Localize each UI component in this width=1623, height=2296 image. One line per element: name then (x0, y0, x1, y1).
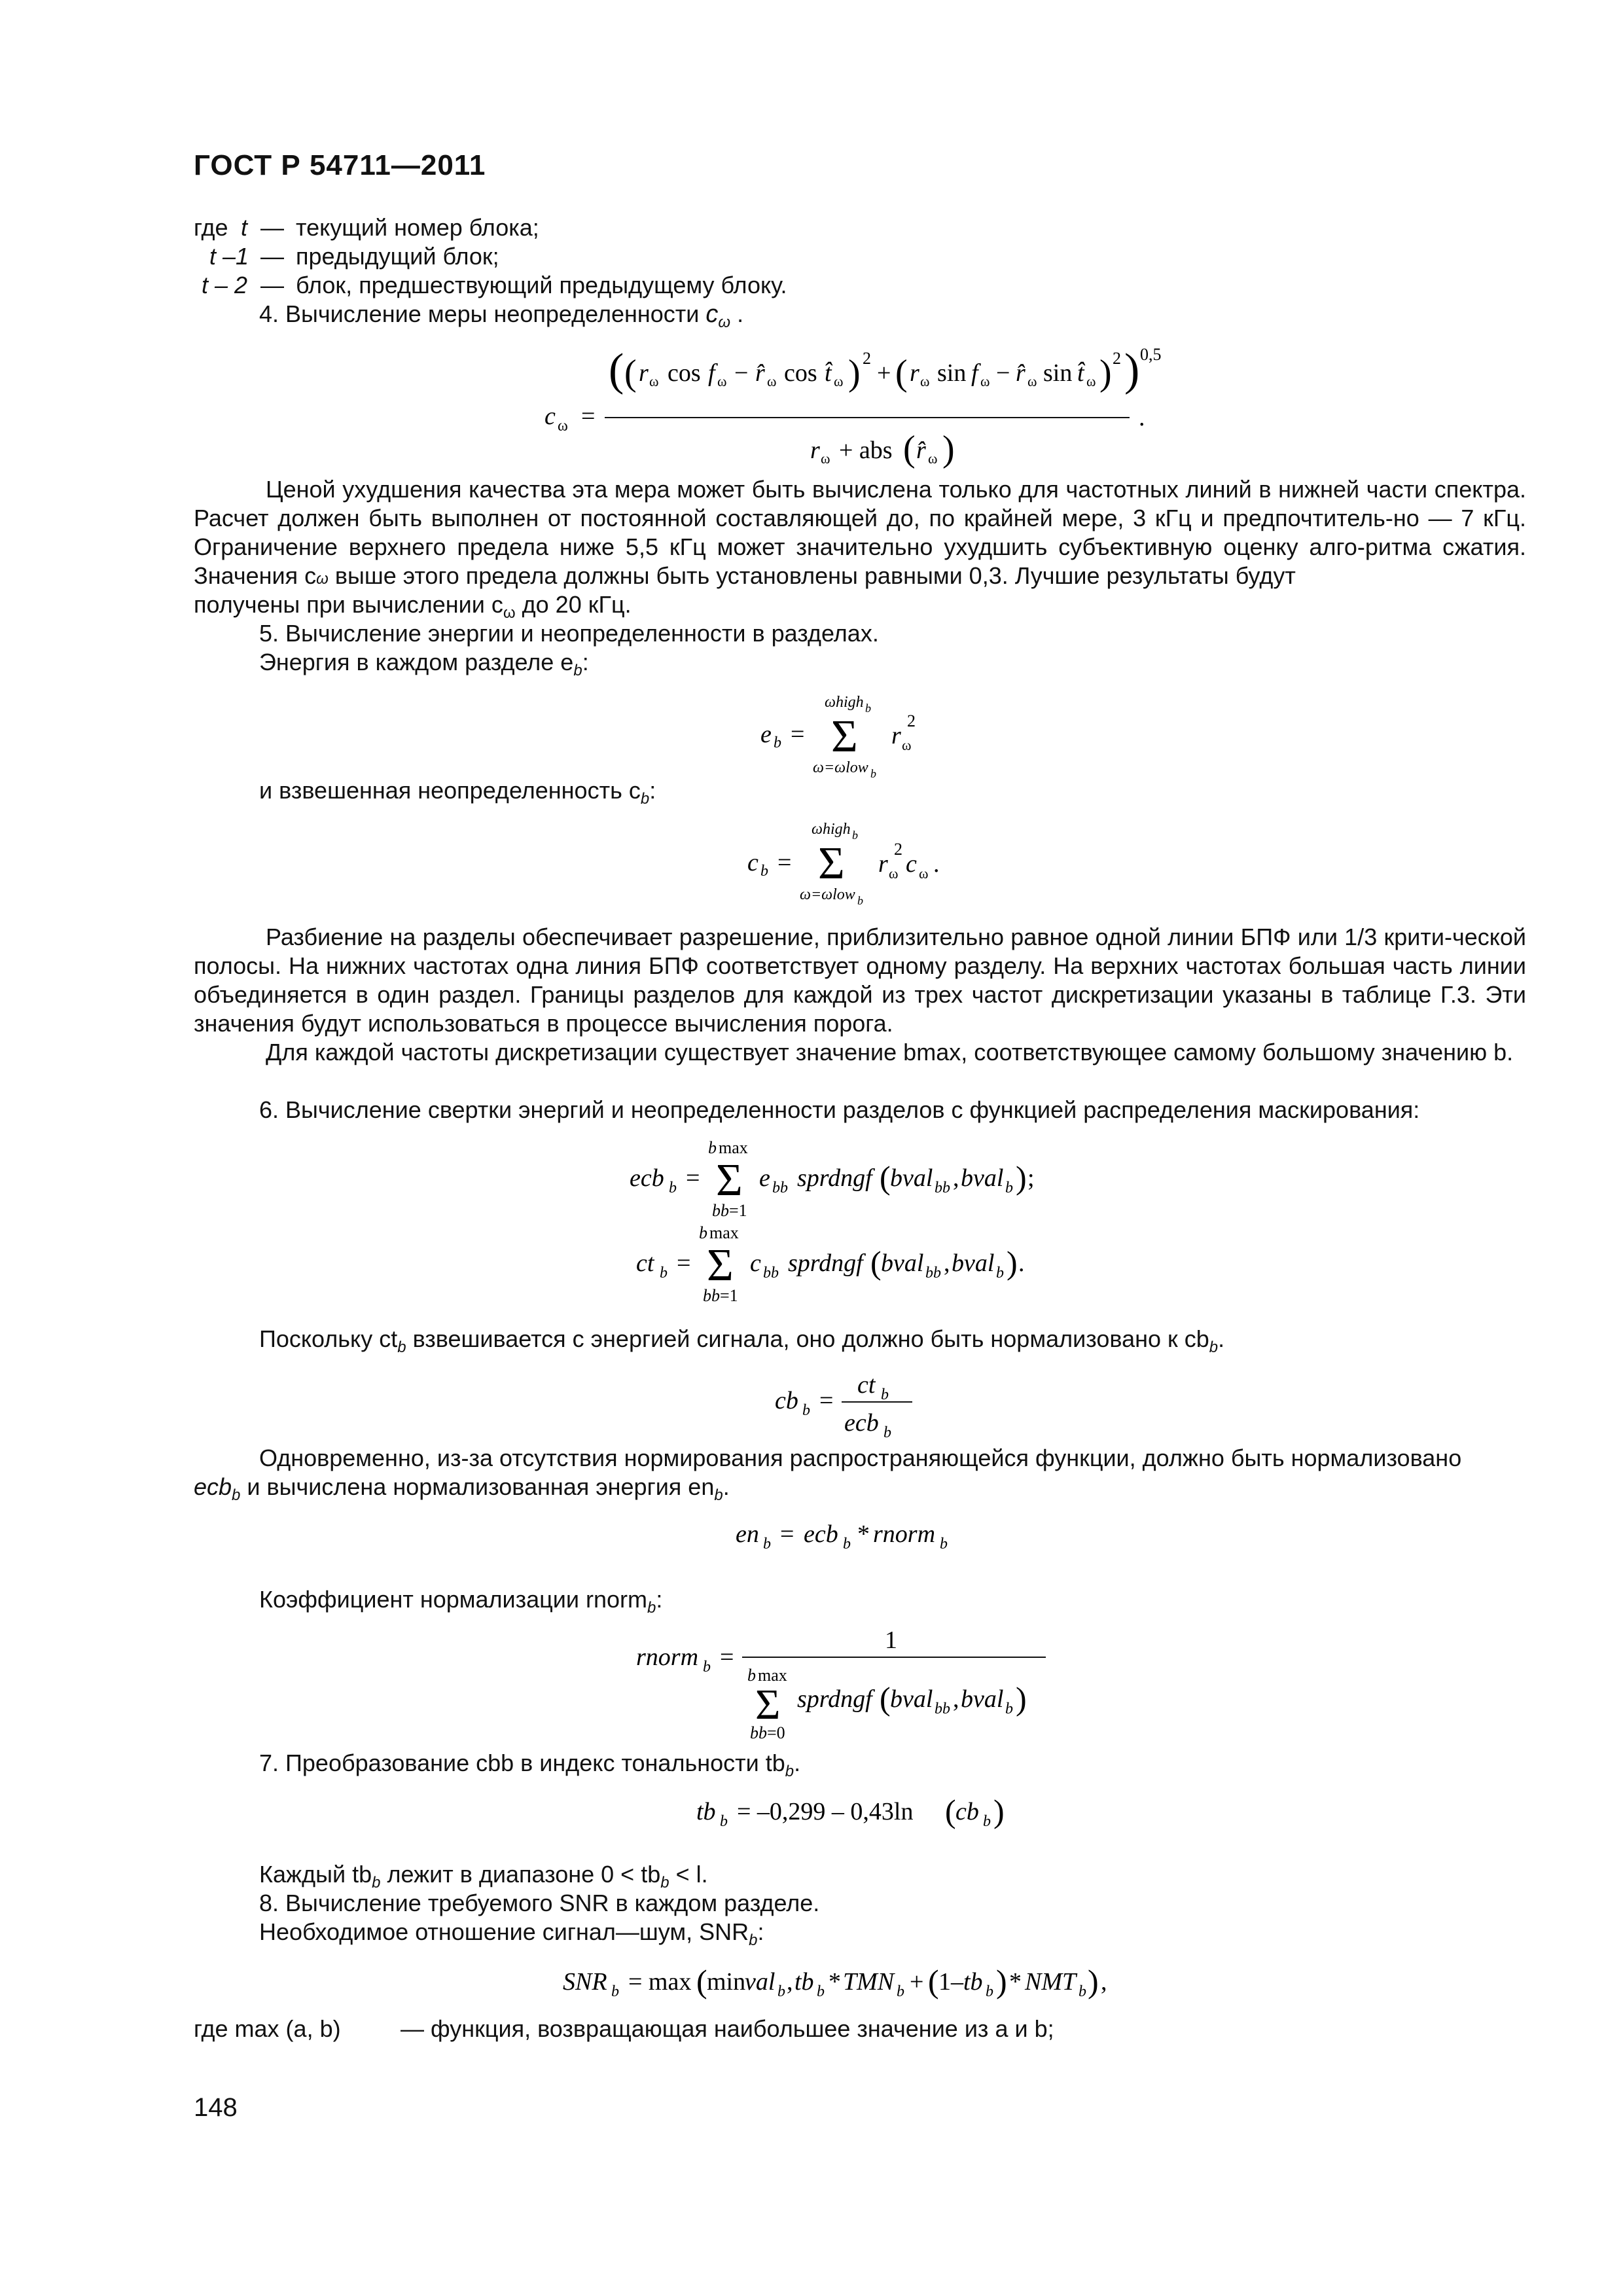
formula-tb-b (694, 1787, 1034, 1839)
svg-text:bb: bb (703, 1286, 720, 1305)
svg-text:b: b (817, 1983, 825, 2000)
svg-text:c: c (747, 849, 758, 876)
svg-text:b: b (857, 894, 863, 907)
svg-text:b: b (986, 1983, 993, 2000)
standard-header: ГОСТ Р 54711—2011 (194, 149, 486, 181)
svg-text:*: * (857, 1520, 870, 1548)
svg-text:rnorm: rnorm (873, 1520, 936, 1548)
svg-text:.: . (933, 850, 940, 878)
svg-text:Σ: Σ (716, 1155, 743, 1206)
svg-text:b: b (865, 702, 871, 715)
svg-text:): ) (996, 1963, 1007, 2000)
snr-intro: Необходимое отношение сигнал—шум, $SNR_b$: (259, 1918, 764, 1949)
svg-text:e: e (759, 1164, 770, 1192)
paragraph-1-end: получены при вычислении $c_\omega$ до 20 кГц. (194, 591, 632, 622)
svg-text:r̂: r̂ (755, 359, 765, 387)
svg-text:min: min (707, 1968, 746, 1996)
svg-text:,: , (944, 1249, 950, 1277)
svg-text:bval: bval (961, 1685, 1004, 1713)
svg-text:bval: bval (890, 1164, 933, 1192)
svg-text:(: ( (609, 345, 624, 395)
svg-text:b: b (940, 1535, 948, 1552)
paragraph-2: Разбиение на разделы обеспечивает разрешение, приблизительно равное одной линии БПФ или 1/3 крити-ческой полосы. На нижних частотах одна линия БПФ соответствует одному разделу. На верхних частотах большая часть линии объединяется в один раздел. Границы разделов для каждой из трех частот дискретизации указаны в таблице Г.3. Эти значения будут использоваться в процессе вычисления порога. (194, 924, 1526, 1037)
step-5-heading: 5. Вычисление энергии и неопределенности в разделах. (259, 620, 879, 647)
svg-text:=: = (777, 849, 792, 876)
svg-text:(: ( (880, 1159, 891, 1196)
legend-symbol-1: t (241, 214, 248, 241)
page-number: 148 (194, 2093, 238, 2122)
svg-text:ω: ω (980, 373, 990, 389)
formula-ecb-b (628, 1139, 1073, 1224)
legend-dash-3: — (260, 272, 284, 298)
svg-text:+: + (910, 1968, 924, 1996)
svg-text:b: b (881, 1386, 889, 1403)
range-line: Каждый $tb_b$ лежит в диапазоне $0 < tb_b < l$. (259, 1861, 708, 1892)
svg-text:b: b (660, 1265, 668, 1282)
norm-intro: Коэффициент нормализации rnorm$_b$: (259, 1586, 663, 1617)
svg-text:b: b (611, 1983, 619, 2000)
svg-text:bb: bb (750, 1723, 767, 1741)
svg-text:r: r (810, 437, 820, 464)
svg-text:=1: =1 (729, 1201, 747, 1220)
step-4-heading: 4. Вычисление меры неопределенности $c_\omega$ . (259, 300, 744, 331)
legend-dash-2: — (260, 243, 284, 270)
svg-text:*: * (1009, 1968, 1022, 1996)
svg-text:): ) (1016, 1680, 1027, 1717)
weighted-intro: и взвешенная неопределенность $c_b$: (259, 777, 656, 808)
max-definition-term: где max (a, b) (194, 2015, 341, 2042)
svg-text:=0: =0 (767, 1723, 785, 1741)
svg-text:ω=ωlow: ω=ωlow (800, 886, 855, 903)
svg-text:−: − (734, 359, 749, 387)
svg-text:b: b (1005, 1700, 1013, 1717)
step-6-heading: 6. Вычисление свертки энергий и неопределенности разделов с функцией распределения маскирования: (259, 1096, 1420, 1123)
svg-text:b: b (760, 863, 768, 880)
svg-text:c: c (750, 1249, 761, 1277)
svg-text:r: r (639, 359, 649, 387)
legend-text-3: блок, предшествующий предыдущему блоку. (296, 272, 787, 298)
svg-text:bval: bval (961, 1164, 1004, 1192)
svg-text:bb: bb (935, 1179, 950, 1196)
svg-text:,: , (953, 1164, 959, 1192)
paragraph-5-end: ecb$_b$ и вычислена нормализованная энергия $en_b$. (194, 1473, 730, 1504)
svg-text:(: ( (895, 353, 908, 393)
svg-text:sin: sin (937, 359, 967, 387)
svg-text:+ abs: + abs (839, 437, 893, 464)
svg-text:bb: bb (772, 1179, 788, 1196)
paragraph-1: Ценой ухудшения качества эта мера может быть вычислена только для частотных линий в нижней части спектра. Расчет должен быть выполнен от постоянной составляющей до, по крайней мере, 3 кГц и предпочтитель-но — 7 кГц. Ограничение верхнего предела ниже 5,5 кГц может значительно ухудшить субъективную оценку алго-ритма сжатия. Значения cω выше этого предела должны быть установлены равными 0,3. Лучшие результаты будут (194, 476, 1526, 589)
svg-text:b: b (1005, 1179, 1013, 1196)
svg-text:b: b (983, 1813, 991, 1830)
svg-text:max: max (709, 1224, 739, 1242)
svg-text:= –0,299 – 0,43ln: = –0,299 – 0,43ln (737, 1798, 914, 1825)
legend-symbol-3: t – 2 (202, 272, 248, 298)
max-definition-text: — функция, возвращающая наибольшее значение из a и b; (401, 2015, 1054, 2042)
svg-text:,: , (787, 1968, 793, 1996)
svg-text:ct: ct (636, 1249, 654, 1277)
svg-text:cos: cos (784, 359, 817, 387)
legend-symbol-2: t –1 (209, 243, 249, 270)
svg-text:r̂: r̂ (1016, 359, 1026, 387)
svg-text:sprdngf: sprdngf (788, 1249, 863, 1277)
svg-text:(: ( (880, 1680, 891, 1717)
svg-text:=: = (780, 1520, 794, 1548)
svg-text:f: f (708, 359, 715, 387)
svg-text:cb: cb (775, 1387, 798, 1414)
svg-text:c: c (544, 403, 556, 430)
svg-text:max: max (719, 1139, 748, 1157)
svg-text:ω: ω (919, 865, 929, 882)
step-8-heading: 8. Вычисление требуемого SNR в каждом разделе. (259, 1890, 820, 1916)
svg-text:): ) (942, 429, 955, 469)
formula-c-b (740, 818, 988, 910)
svg-text:bval: bval (881, 1249, 924, 1277)
svg-text:): ) (1007, 1244, 1018, 1281)
svg-text:ω: ω (1086, 373, 1096, 389)
svg-text:max: max (758, 1666, 787, 1685)
svg-text:+: + (877, 359, 891, 387)
svg-text:Σ: Σ (755, 1681, 781, 1729)
svg-text:ω: ω (558, 418, 568, 435)
formula-cb-b (772, 1367, 929, 1445)
svg-text:b: b (802, 1402, 810, 1419)
svg-text:b: b (703, 1659, 711, 1676)
svg-text:SNR: SNR (563, 1968, 607, 1996)
svg-text:ecb: ecb (844, 1409, 879, 1437)
svg-text:(: ( (624, 353, 637, 393)
svg-text:b: b (843, 1535, 851, 1552)
formula-rnorm-b (635, 1623, 1067, 1741)
svg-text:b: b (852, 829, 858, 842)
step-7-heading: 7. Преобразование cbb в индекс тональности $tb_b$. (259, 1749, 801, 1780)
svg-text:ct: ct (857, 1371, 876, 1399)
svg-text:Σ: Σ (818, 838, 845, 889)
svg-text:Σ: Σ (831, 711, 858, 762)
svg-text:): ) (1016, 1159, 1027, 1196)
svg-text:r̂: r̂ (916, 437, 926, 464)
svg-text:): ) (1124, 345, 1140, 395)
legend-text-1: текущий номер блока; (296, 214, 539, 241)
svg-text:*: * (829, 1968, 841, 1996)
legend-text-2: предыдущий блок; (296, 243, 499, 270)
svg-text:=: = (819, 1387, 834, 1414)
svg-text:b: b (1079, 1983, 1086, 2000)
svg-text:tb: tb (963, 1968, 983, 1996)
svg-text:c: c (906, 850, 917, 878)
svg-text:en: en (736, 1520, 759, 1548)
formula-ct-b (635, 1224, 1067, 1309)
svg-text:r: r (910, 359, 919, 387)
svg-text:= max: = max (628, 1968, 692, 1996)
svg-text:bb: bb (712, 1201, 729, 1220)
svg-text:bval: bval (952, 1249, 995, 1277)
svg-text:=1: =1 (720, 1286, 738, 1305)
legend-prefix: где (194, 214, 228, 241)
svg-text:,: , (953, 1685, 959, 1713)
svg-text:ω: ω (902, 737, 912, 753)
svg-text:b: b (774, 734, 781, 751)
svg-text:ω: ω (1027, 373, 1037, 389)
svg-text:r: r (878, 850, 888, 878)
svg-text:sprdngf: sprdngf (797, 1164, 872, 1192)
svg-text:2: 2 (894, 840, 902, 859)
svg-text:ωhigh: ωhigh (825, 694, 864, 711)
svg-text:): ) (848, 353, 861, 393)
svg-text:NMT: NMT (1025, 1968, 1077, 1996)
svg-text:1–: 1– (938, 1968, 963, 1996)
svg-text:t̂: t̂ (825, 359, 832, 387)
svg-text:cos: cos (668, 359, 701, 387)
svg-text:b: b (883, 1424, 891, 1441)
svg-text:TMN: TMN (843, 1968, 895, 1996)
svg-text:=: = (581, 403, 596, 430)
svg-text:ω: ω (649, 373, 659, 389)
formula-c-omega (537, 340, 1165, 471)
svg-text:=: = (686, 1164, 700, 1192)
svg-text:sprdngf: sprdngf (797, 1685, 872, 1713)
svg-text:2: 2 (907, 711, 916, 730)
svg-text:b: b (996, 1265, 1004, 1282)
svg-text:b: b (777, 1983, 785, 2000)
svg-text:ecb: ecb (804, 1520, 838, 1548)
svg-text:bb: bb (763, 1265, 779, 1282)
svg-text:rnorm: rnorm (636, 1643, 699, 1671)
energy-intro: Энергия в каждом разделе $e_b$: (259, 649, 589, 679)
formula-e-b (753, 692, 962, 784)
paragraph-5: Одновременно, из-за отсутствия нормирования распространяющейся функции, должно быть нормализовано (259, 1444, 1462, 1471)
paragraph-4: Поскольку $ct_b$ взвешивается с энергией сигнала, оно должно быть нормализовано к $cb_b$. (259, 1325, 1225, 1356)
svg-text:): ) (993, 1793, 1005, 1829)
svg-text:b: b (897, 1983, 904, 2000)
svg-text:e: e (760, 721, 772, 748)
svg-text:b: b (669, 1179, 677, 1196)
svg-text:sin: sin (1043, 359, 1073, 387)
svg-text:;: ; (1027, 1164, 1035, 1192)
svg-text:ω: ω (767, 373, 777, 389)
svg-text:bb: bb (925, 1265, 941, 1282)
svg-text:(: ( (870, 1244, 882, 1281)
svg-text:b: b (708, 1139, 717, 1157)
svg-text:ωhigh: ωhigh (812, 821, 851, 838)
svg-text:tb: tb (696, 1798, 716, 1825)
svg-text:bb: bb (935, 1700, 950, 1717)
svg-text:−: − (996, 359, 1010, 387)
svg-text:=: = (677, 1249, 691, 1277)
legend-dash-1: — (260, 214, 284, 241)
svg-text:(: ( (945, 1793, 956, 1829)
svg-text:(: ( (696, 1963, 707, 2000)
formula-en-b (733, 1511, 969, 1563)
svg-text:): ) (1099, 353, 1112, 393)
svg-text:val: val (745, 1968, 776, 1996)
svg-text:bval: bval (890, 1685, 933, 1713)
svg-text:b: b (747, 1666, 756, 1685)
svg-text:ω: ω (889, 865, 899, 882)
paragraph-3: Для каждой частоты дискретизации существует значение bmax, соответствующее самому большому значению b. (266, 1039, 1514, 1066)
svg-text:,: , (1101, 1968, 1107, 1996)
svg-text:2: 2 (863, 349, 871, 368)
svg-text:(: ( (903, 429, 916, 469)
svg-text:ω=ωlow: ω=ωlow (813, 759, 868, 776)
svg-text:=: = (720, 1643, 734, 1671)
svg-text:ω: ω (928, 450, 938, 467)
svg-text:ω: ω (834, 373, 844, 389)
formula-snr-b (560, 1957, 1149, 2009)
svg-text:1: 1 (885, 1626, 897, 1654)
svg-text:2: 2 (1113, 349, 1121, 368)
svg-text:Σ: Σ (707, 1240, 734, 1291)
svg-text:.: . (1139, 404, 1145, 431)
svg-text:ω: ω (717, 373, 727, 389)
svg-text:ω: ω (920, 373, 930, 389)
svg-text:r: r (891, 722, 901, 749)
svg-text:tb: tb (794, 1968, 814, 1996)
svg-text:ecb: ecb (630, 1164, 664, 1192)
svg-text:t̂: t̂ (1077, 359, 1084, 387)
svg-text:f: f (971, 359, 978, 387)
svg-text:b: b (720, 1813, 728, 1830)
svg-text:(: ( (928, 1963, 939, 2000)
svg-text:0,5: 0,5 (1140, 345, 1162, 364)
svg-text:ω: ω (821, 450, 830, 467)
svg-text:b: b (763, 1535, 771, 1552)
svg-text:): ) (1088, 1963, 1099, 2000)
svg-text:=: = (791, 721, 805, 748)
svg-text:.: . (1018, 1249, 1025, 1277)
svg-text:b: b (699, 1224, 707, 1242)
svg-text:b: b (870, 767, 876, 780)
svg-text:cb: cb (955, 1798, 979, 1825)
